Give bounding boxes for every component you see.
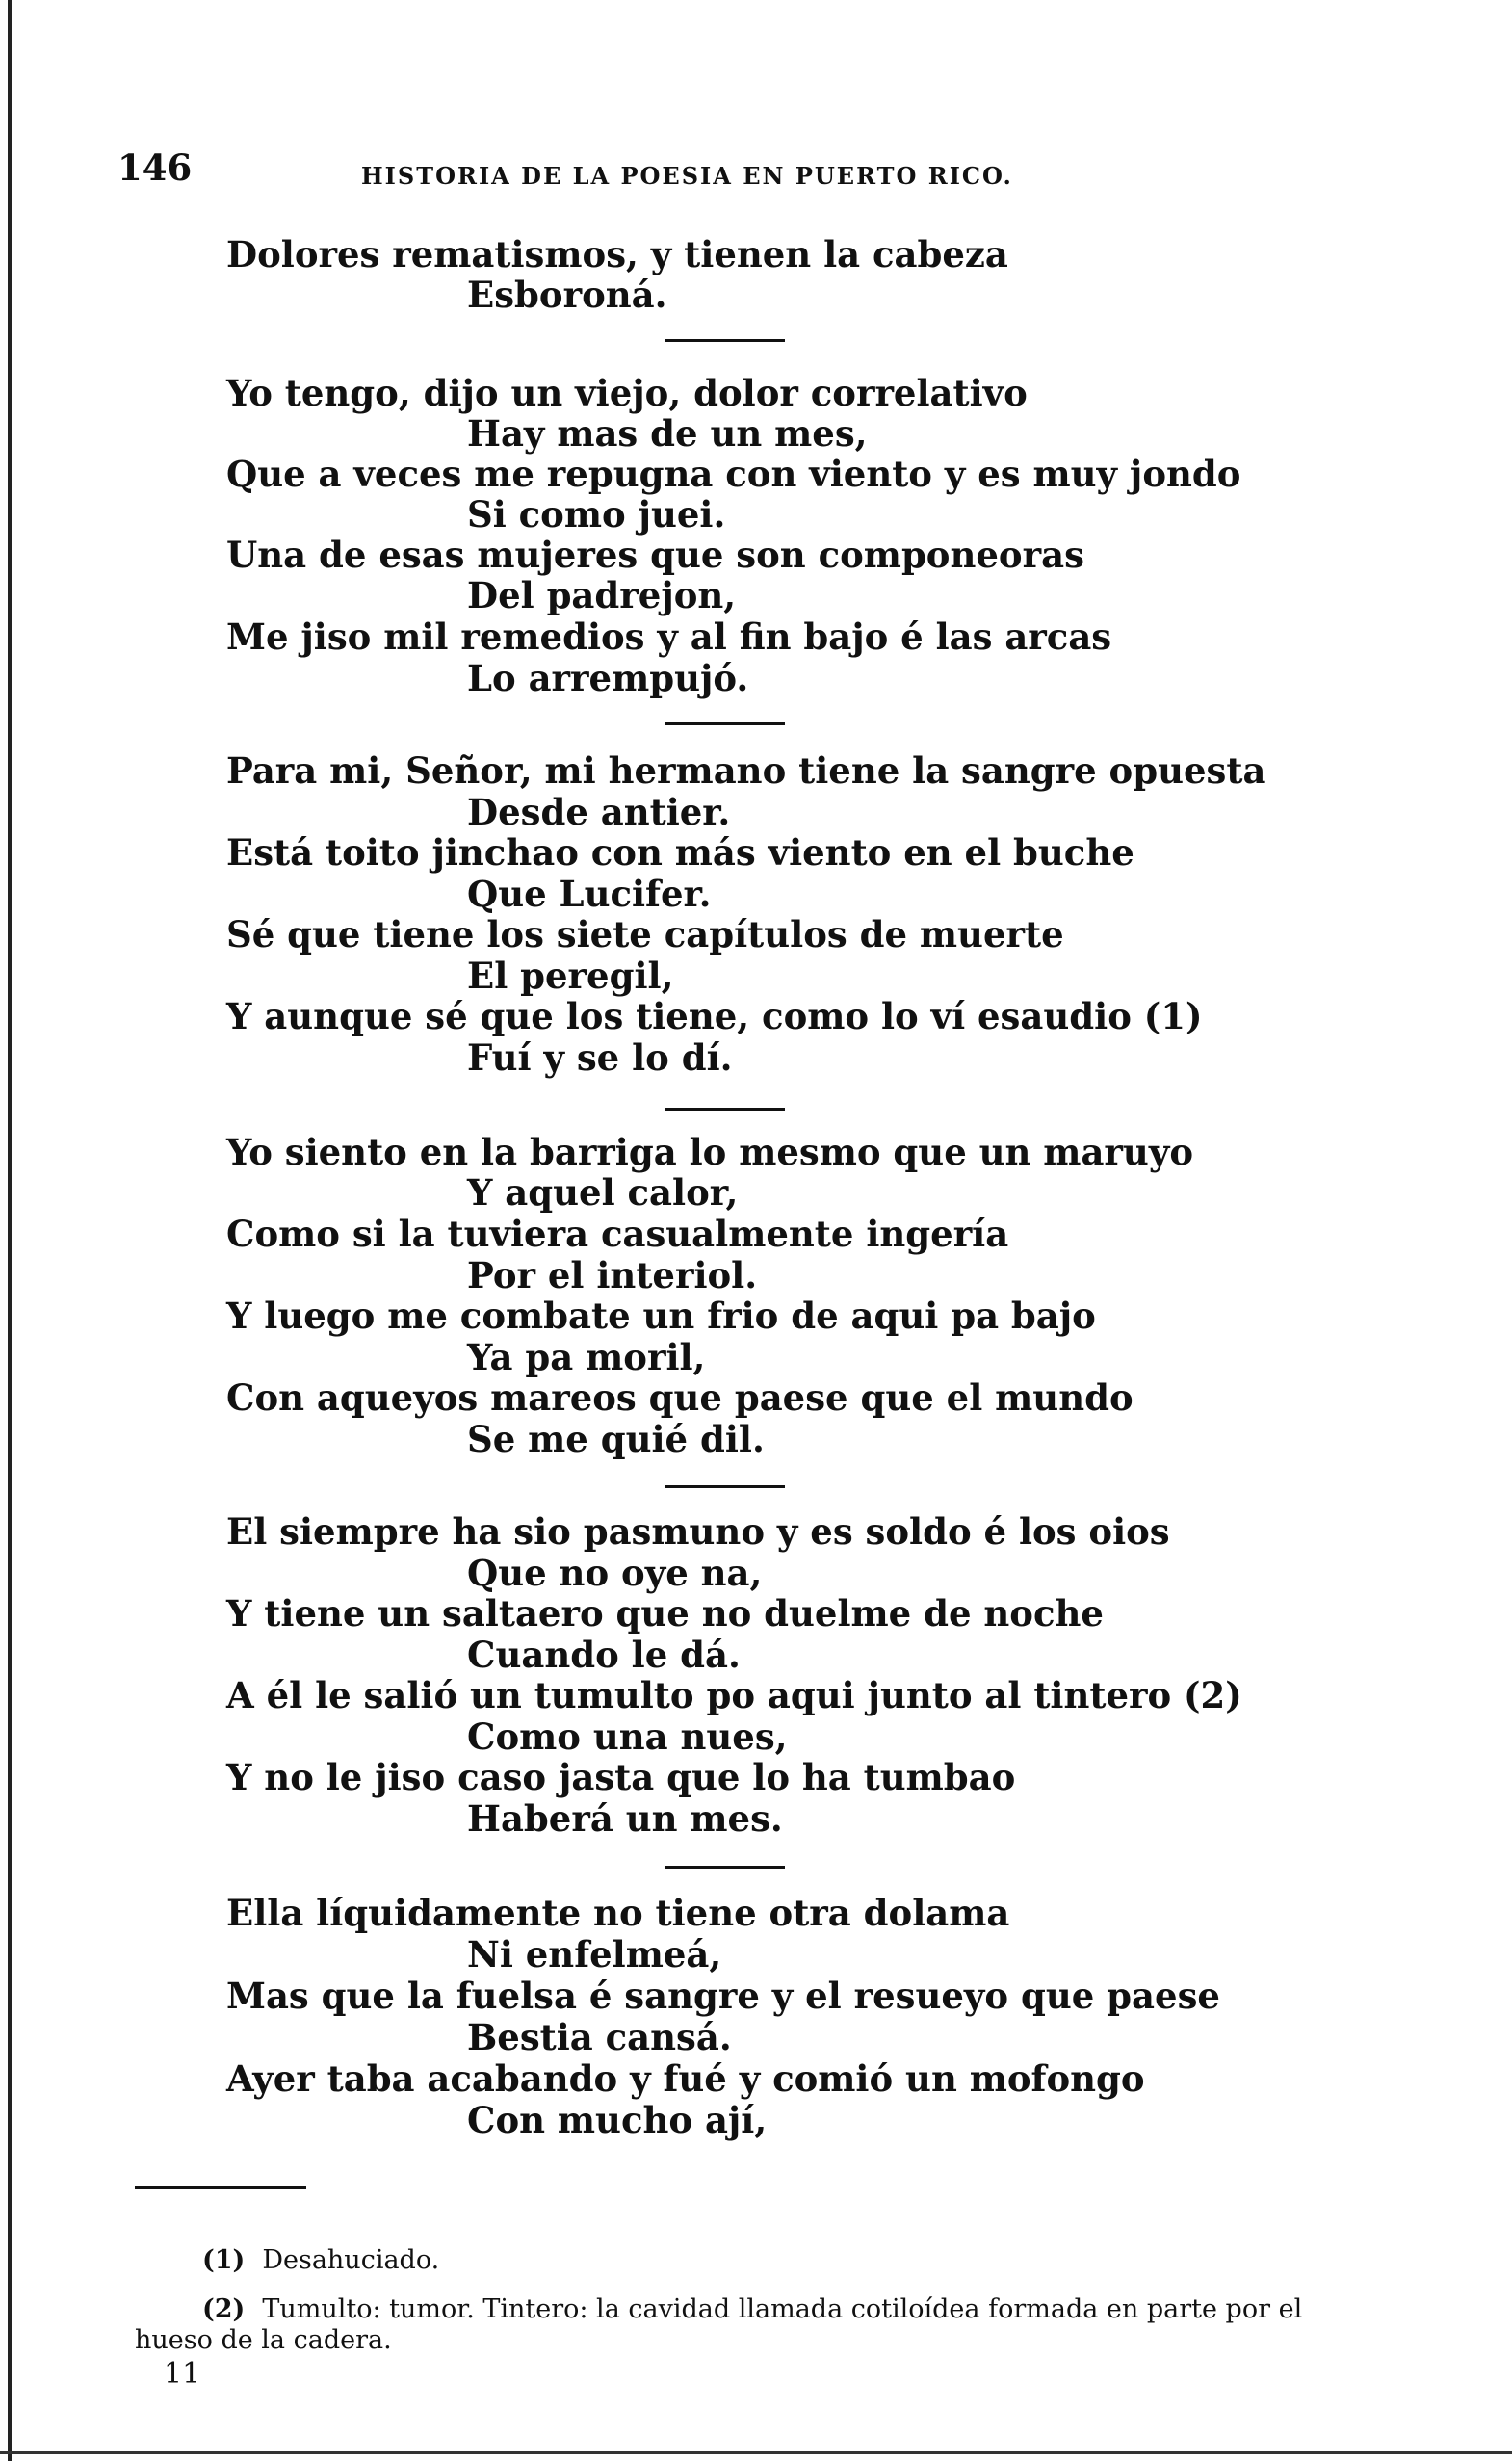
- verse-line: Se me quié dil.: [467, 1418, 765, 1460]
- verse-line: Y no le jiso caso jasta que lo ha tumbao: [226, 1756, 1016, 1798]
- verse-line: Que no oye na,: [467, 1552, 763, 1594]
- verse-line: Me jiso mil remedios y al fin bajo é las arcas: [226, 615, 1112, 658]
- verse-line: Bestia cansá.: [467, 2016, 732, 2058]
- verse-line: Ella líquidamente no tiene otra dolama: [226, 1892, 1010, 1934]
- verse-line: Desde antier.: [467, 791, 731, 833]
- verse-line: Como una nues,: [467, 1715, 788, 1758]
- verse-line: Ni enfelmeá,: [467, 1933, 722, 1976]
- verse-line: Una de esas mujeres que son componeoras: [226, 534, 1084, 576]
- verse-line: Sé que tiene los siete capítulos de muerte: [226, 913, 1064, 956]
- verse-line: Para mi, Señor, mi hermano tiene la sangre opuesta: [226, 749, 1266, 792]
- verse-line: Y tiene un saltaero que no duelme de noche: [226, 1592, 1104, 1635]
- stanza-divider: [665, 722, 785, 725]
- stanza-divider: [665, 339, 785, 342]
- verse-line: Fuí y se lo dí.: [467, 1036, 733, 1079]
- verse-line: Haberá un mes.: [467, 1797, 783, 1840]
- verse-line: Dolores rematismos, y tienen la cabeza: [226, 233, 1008, 275]
- verse-line: Que Lucifer.: [467, 873, 712, 915]
- stanza-divider: [665, 1866, 785, 1869]
- verse-line: Mas que la fuelsa é sangre y el resueyo que paese: [226, 1975, 1220, 2017]
- verse-line: Ayer taba acabando y fué y comió un mofongo: [226, 2057, 1145, 2100]
- verse-line: El peregil,: [467, 955, 674, 997]
- signature-mark: 11: [164, 2357, 201, 2391]
- verse-line: Y luego me combate un frio de aqui pa bajo: [226, 1295, 1096, 1337]
- footnote-marker: (1): [202, 2245, 246, 2275]
- verse-line: Lo arrempujó.: [467, 657, 749, 699]
- verse-line: Con mucho ají,: [467, 2099, 768, 2141]
- footnote-marker: (2): [202, 2294, 246, 2324]
- stanza-divider: [665, 1485, 785, 1488]
- verse-line: Está toito jinchao con más viento en el buche: [226, 831, 1134, 874]
- verse-line: Por el interiol.: [467, 1254, 758, 1296]
- verse-line: Y aquel calor,: [467, 1171, 739, 1214]
- verse-line: Cuando le dá.: [467, 1634, 741, 1676]
- verse-line: Hay mas de un mes,: [467, 412, 868, 455]
- footnote-text: Desahuciado.: [262, 2245, 440, 2275]
- stanza-divider: [665, 1108, 785, 1111]
- verse-line: Que a veces me repugna con viento y es muy jondo: [226, 453, 1241, 495]
- footnote-2: [135, 2294, 1348, 2357]
- verse-line: Del padrejon,: [467, 574, 737, 616]
- footnote-separator: [135, 2186, 306, 2189]
- verse-line: Si como juei.: [467, 493, 726, 536]
- verse-line: El siempre ha sio pasmuno y es soldo é los oios: [226, 1510, 1170, 1553]
- page-number: 146: [117, 146, 193, 189]
- verse-line: Y aunque sé que los tiene, como lo ví esaudio (1): [226, 995, 1203, 1037]
- verse-line: Yo siento en la barriga lo mesmo que un maruyo: [226, 1131, 1194, 1173]
- footnote-1: [202, 2245, 439, 2276]
- footnote-text: Tumulto: tumor. Tintero: la cavidad llamada cotiloídea formada en parte por el hueso de la cadera.: [135, 2294, 1303, 2356]
- verse-line: Ya pa moril,: [467, 1336, 706, 1378]
- running-head: HISTORIA DE LA POESIA EN PUERTO RICO.: [361, 162, 1013, 190]
- verse-line: Como si la tuviera casualmente ingería: [226, 1213, 1009, 1255]
- verse-line: Esboroná.: [467, 274, 667, 316]
- verse-line: A él le salió un tumulto po aqui junto al tintero (2): [226, 1674, 1242, 1716]
- page-bottom-edge-rule: [0, 2451, 1512, 2454]
- verse-line: Yo tengo, dijo un viejo, dolor correlativo: [226, 372, 1028, 414]
- verse-line: Con aqueyos mareos que paese que el mundo: [226, 1376, 1134, 1419]
